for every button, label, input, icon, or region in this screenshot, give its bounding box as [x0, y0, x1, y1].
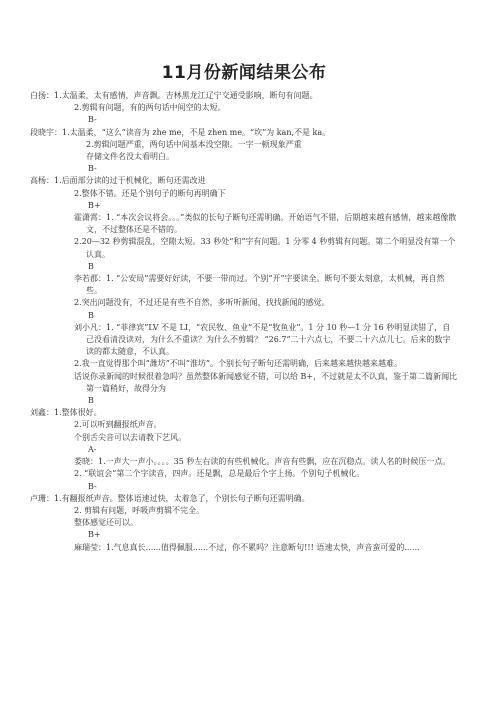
text-line: 刘鑫：1.整体很好。 [30, 408, 102, 418]
text-line: 高杨：1.后面部分读的过于机械化，断句还需改进 [30, 176, 206, 186]
text-line: A- [88, 444, 97, 454]
text-line: 刘小凡：1. “菲律宾”LV 不是 LI，“农民牧、鱼业”不是“牧鱼业”。1 分 10 秒—1 分 16 秒明显读错了，自己没看清没读对，为什么不重读？为什么不剪辑？ “26.7”二十六点七，不要二十六点儿七。后来的数字读的都太随意，不认真。 [74, 322, 451, 357]
text-line: B [88, 310, 94, 320]
text-line: 2.可以听到翻报纸声音。 [74, 420, 162, 430]
text-line: B+ [88, 530, 101, 540]
page-title: 11月份新闻结果公布 [161, 63, 327, 83]
text-line: B [88, 261, 94, 271]
text-line: 整体感觉还可以。 [74, 518, 138, 528]
text-line: 2.整体不错。还是个别句子的断句再明确下 [74, 188, 226, 198]
text-line: 卢珊：1.有翻报纸声音。整体语速过快，太着急了，个别长句子断句还需明确。 [30, 493, 310, 503]
text-line: 李若郡：1. “公安局”需要好好读，不要一带而过。个别“开”字要读全。断句不要太刻意，太机械，再自然些。 [74, 274, 445, 296]
text-line: 2.我一直觉得那个叫“潍坊”不叫“淮坊”。个别长句子断句还需明确，后来越来越快越来越难。 [74, 359, 402, 369]
text-line: 娄晓：1.一声大一声小。。。。35 秒左右读的有些机械化。声音有些飘，应在沉稳点。读人名的时候压一点。 [74, 457, 451, 467]
text-line: 段晓宇：1.太温柔，“这么”读音为 zhe me，不是 zhen me。“坎”为 kan,不是 ka。 [30, 127, 331, 137]
text-line: 个别舌尖音可以去请教下艺风。 [74, 432, 186, 442]
text-line: 2.剪辑问题严重，两句话中间基本没空隙。一字一顿现象严重 [86, 139, 302, 149]
text-line: 2. 剪辑有问题，呼吸声剪辑不完全。 [74, 505, 205, 515]
text-line: 2.20—32 秒剪辑混乱，空隙太短。33 秒处“和”字有问题。1 分零 4 秒剪辑有问题。第二个明显没有第一个认真。 [74, 237, 456, 259]
evaluation-list [30, 90, 458, 554]
text-line: B+ [88, 200, 101, 210]
text-line: 2. “联谊会”第二个字读音，四声。还是飘，总是最后个字上扬。个别句子机械化。 [74, 469, 365, 479]
text-line: 话说你录新闻的时候很着急吗？虽然整体新闻感觉不错，可以给 B+，不过就是太不认真，鉴于第二篇新闻比第一篇稍好，故得分为 [74, 371, 458, 393]
text-line: 麻瑞莹：1.气息真长......值得佩服......不过，你不累吗？注意断句!!! 语速太快，声音蛮可爱的...... [74, 542, 420, 552]
text-line: 白扬：1.太温柔，太有感情，声音飘。吉林黑龙江辽宁交通受影响，断句有问题。 [30, 91, 318, 100]
text-line: 存储文件名没太看明白。 [86, 152, 174, 162]
text-line: B [88, 396, 94, 406]
text-line: B- [88, 115, 97, 125]
text-line: B- [88, 481, 97, 491]
text-line: 2.剪辑有问题，有的两句话中间空的太短。 [74, 103, 226, 113]
text-line: B- [88, 164, 97, 174]
text-line: 2.突出问题没有，不过还是有些不自然，多听听新闻，找找新闻的感觉。 [74, 298, 330, 308]
text-line: 霍潇霄：1. “本次会议将会。。。”类似的长句子断句还需明确。开始语气不错，后期越来越有感情，越来越像散文，不过整体还是不错的。 [74, 213, 457, 235]
